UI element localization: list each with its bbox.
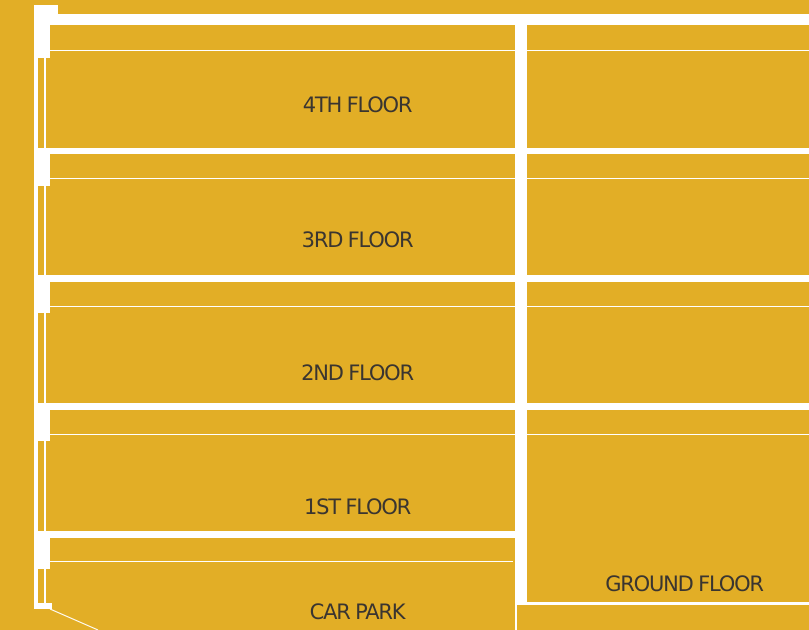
ground-floor-level: [515, 602, 809, 605]
facade-block-top: [34, 20, 50, 58]
label-car-park: CAR PARK: [309, 600, 405, 624]
label-3rd-floor: 3RD FLOOR: [301, 228, 413, 252]
facade-block-3rd: [34, 275, 50, 313]
slab-1st-floor: [34, 531, 527, 538]
central-column: [515, 25, 527, 605]
roof-parapet-block: [34, 5, 58, 14]
ground-floor-step: [515, 602, 517, 630]
roof-ceiling-line: [48, 50, 809, 51]
roof-slab: [34, 14, 809, 25]
ceiling-line-car-park: [48, 561, 513, 562]
facade-block-2nd: [34, 403, 50, 441]
label-1st-floor: 1ST FLOOR: [303, 495, 411, 519]
ramp-line: [50, 609, 98, 630]
ceiling-line-2nd: [48, 306, 809, 307]
slab-4th-floor: [34, 148, 809, 154]
facade-block-1st: [34, 531, 50, 569]
slab-2nd-floor: [34, 403, 809, 410]
facade-base: [34, 603, 52, 609]
label-4th-floor: 4TH FLOOR: [302, 93, 412, 117]
slab-3rd-floor: [34, 275, 809, 282]
ceiling-line-3rd: [48, 178, 809, 179]
ceiling-line-1st: [48, 434, 809, 435]
label-2nd-floor: 2ND FLOOR: [301, 361, 413, 385]
facade-block-4th: [34, 148, 50, 186]
label-ground-floor: GROUND FLOOR: [605, 572, 763, 596]
